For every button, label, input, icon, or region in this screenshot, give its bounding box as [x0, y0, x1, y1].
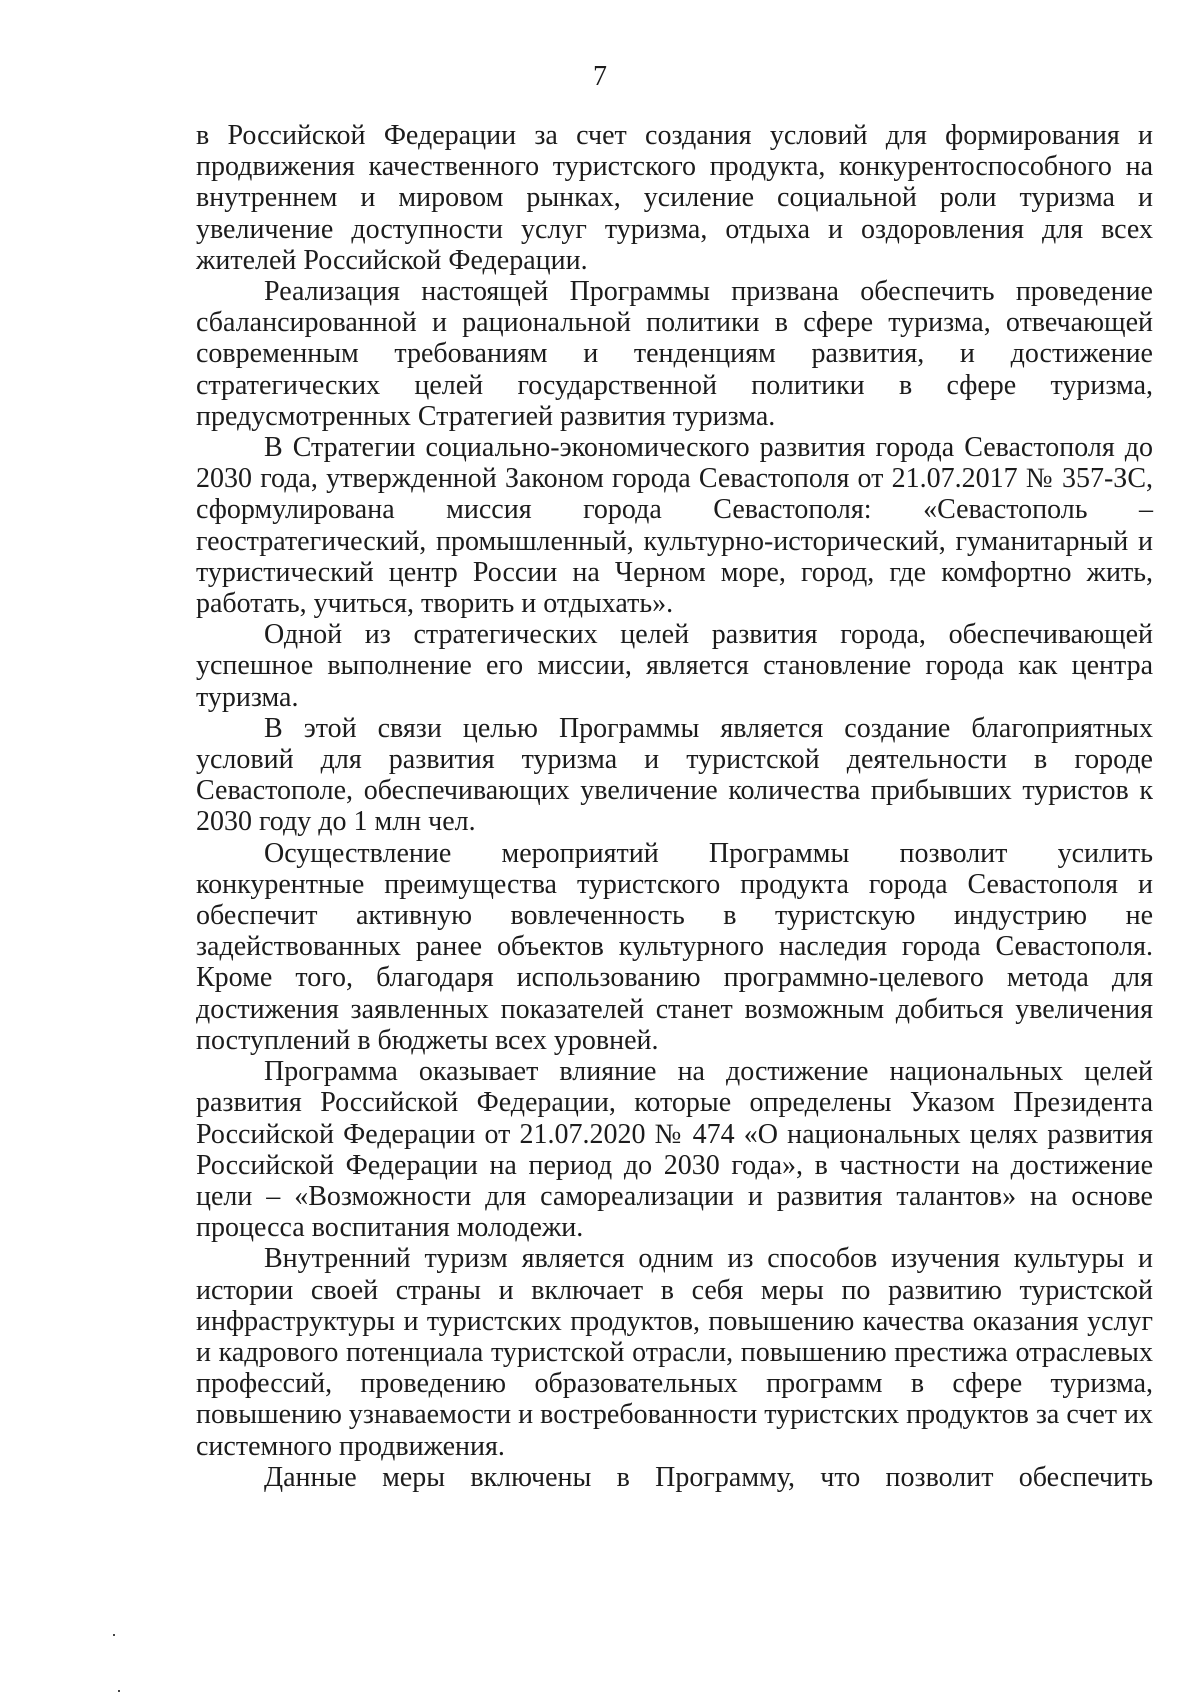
paragraph: Одной из стратегических целей развития города, обеспечивающей успешное выполнение его миссии, является становление города как центра туризма.: [196, 619, 1153, 713]
page-number: 7: [593, 61, 607, 92]
paragraph: В этой связи целью Программы является создание благоприятных условий для развития туризма и туристской деятельности в городе Севастополе, обеспечивающих увеличение количества прибывших туристов к 2030 году до 1 млн чел.: [196, 712, 1153, 838]
scan-speck: [113, 1634, 115, 1636]
paragraph: В Стратегии социально-экономического развития города Севастополя до 2030 года, утвержденной Законом города Севастополя от 21.07.2017 № 357-ЗС, сформулирована миссия города Севастополя: «Севастополь – геостратегический, промышленный, культурно-исторический, гуманитарный и туристический центр России на Черном море, город, где комфортно жить, работать, учиться, творить и отдыхать».: [196, 432, 1153, 620]
scan-speck: [118, 1690, 120, 1692]
paragraph: Данные меры включены в Программу, что позволит обеспечить: [264, 1461, 1153, 1493]
paragraph: Программа оказывает влияние на достижение национальных целей развития Российской Федерации, которые определены Указом Президента Российской Федерации от 21.07.2020 № 474 «О национальных целях развития Российской Федерации на период до 2030 года», в частности на достижение цели – «Возможности для самореализации и развития талантов» на основе процесса воспитания молодежи.: [196, 1056, 1153, 1244]
paragraph: Реализация настоящей Программы призвана обеспечить проведение сбалансированной и рациональной политики в сфере туризма, отвечающей современным требованиям и тенденциям развития, и достижение стратегических целей государственной политики в сфере туризма, предусмотренных Стратегией развития туризма.: [196, 276, 1153, 432]
document-body: [196, 120, 1153, 1493]
paragraph: Осуществление мероприятий Программы позволит усилить конкурентные преимущества туристского продукта города Севастополя и обеспечит активную вовлеченность в туристскую индустрию не задействованных ранее объектов культурного наследия города Севастополя. Кроме того, благодаря использованию программно-целевого метода для достижения заявленных показателей станет возможным добиться увеличения поступлений в бюджеты всех уровней.: [196, 837, 1153, 1056]
paragraph: Внутренний туризм является одним из способов изучения культуры и истории своей страны и включает в себя меры по развитию туристской инфраструктуры и туристских продуктов, повышению качества оказания услуг и кадрового потенциала туристской отрасли, повышению престижа отраслевых профессий, проведению образовательных программ в сфере туризма, повышению узнаваемости и востребованности туристских продуктов за счет их системного продвижения.: [196, 1243, 1153, 1462]
paragraph: в Российской Федерации за счет создания условий для формирования и продвижения качественного туристского продукта, конкурентоспособного на внутреннем и мировом рынках, усиление социальной роли туризма и увеличение доступности услуг туризма, отдыха и оздоровления для всех жителей Российской Федерации.: [196, 120, 1153, 276]
